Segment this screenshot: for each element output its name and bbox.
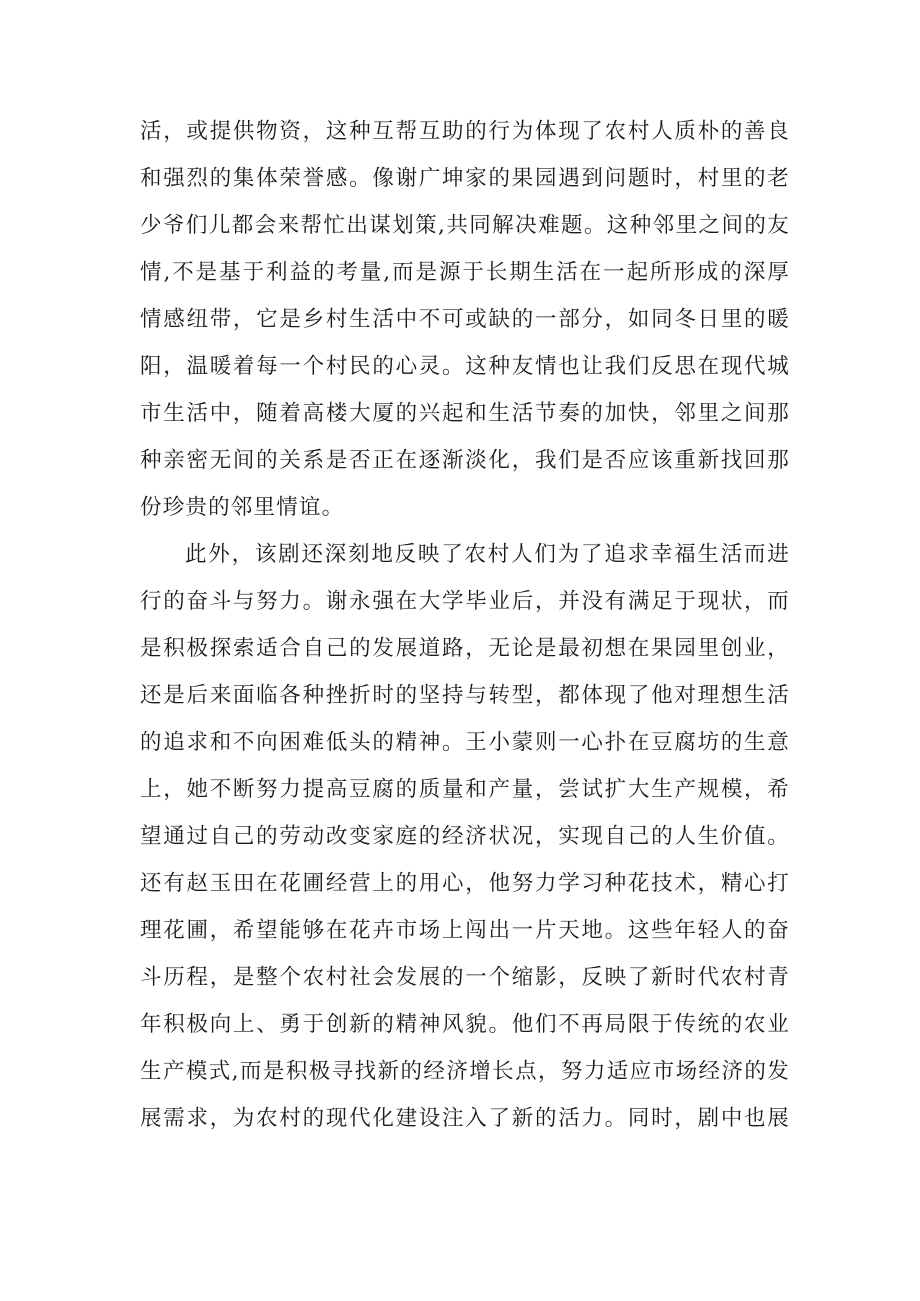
text-line: 少爷们儿都会来帮忙出谋划策,共同解决难题。这种邻里之间的友 [140,213,790,238]
text-line: 斗历程，是整个农村社会发展的一个缩影，反映了新时代农村青 [140,965,790,990]
text-line: 生产模式,而是积极寻找新的经济增长点，努力适应市场经济的发 [140,1059,790,1084]
text-line: 上，她不断努力提高豆腐的质量和产量，尝试扩大生产规模，希 [140,777,790,802]
text-line: 阳，温暖着每一个村民的心灵。这种友情也让我们反思在现代城 [140,354,790,379]
text-line: 情感纽带，它是乡村生活中不可或缺的一部分，如同冬日里的暖 [140,307,790,332]
text-line: 和强烈的集体荣誉感。像谢广坤家的果园遇到问题时，村里的老 [140,166,790,191]
text-line: 还有赵玉田在花圃经营上的用心，他努力学习种花技术，精心打 [140,871,790,896]
text-line: 展需求，为农村的现代化建设注入了新的活力。同时，剧中也展 [140,1106,790,1131]
text-line: 是积极探索适合自己的发展道路，无论是最初想在果园里创业， [140,636,790,661]
text-line: 还是后来面临各种挫折时的坚持与转型，都体现了他对理想生活 [140,683,790,708]
text-line: 望通过自己的劳动改变家庭的经济状况，实现自己的人生价值。 [140,824,790,849]
paragraph-end-line: 份珍贵的邻里情谊。 [140,495,345,520]
text-line: 年积极向上、勇于创新的精神风貌。他们不再局限于传统的农业 [140,1012,790,1037]
paragraph-start-line: 此外，该剧还深刻地反映了农村人们为了追求幸福生活而进 [185,542,790,567]
document-body [140,108,790,1142]
text-line: 的追求和不向困难低头的精神。王小蒙则一心扑在豆腐坊的生意 [140,730,790,755]
text-line: 市生活中，随着高楼大厦的兴起和生活节奏的加快，邻里之间那 [140,401,790,426]
text-line: 种亲密无间的关系是否正在逐渐淡化，我们是否应该重新找回那 [140,448,790,473]
text-line: 行的奋斗与努力。谢永强在大学毕业后，并没有满足于现状，而 [140,589,790,614]
text-line: 活，或提供物资，这种互帮互助的行为体现了农村人质朴的善良 [140,119,790,144]
text-line: 情,不是基于利益的考量,而是源于长期生活在一起所形成的深厚 [140,260,790,285]
text-line: 理花圃，希望能够在花卉市场上闯出一片天地。这些年轻人的奋 [140,918,790,943]
